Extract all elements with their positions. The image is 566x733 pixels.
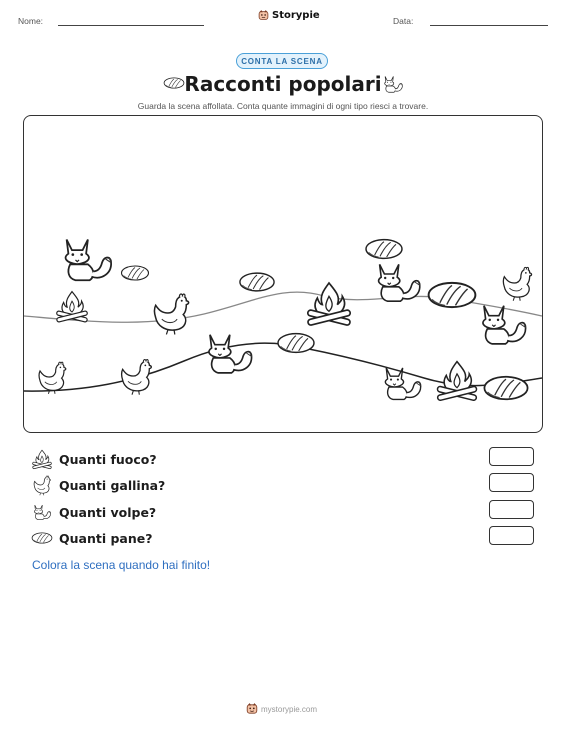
campfire-icon xyxy=(31,448,53,470)
color-instruction: Colora la scena quando hai finito! xyxy=(32,558,211,572)
bread-icon xyxy=(240,273,274,291)
question-row-fire xyxy=(31,448,157,470)
question-label: Quanti pane? xyxy=(59,530,153,546)
activity-badge: CONTA LA SCENA xyxy=(236,53,328,69)
hen-icon xyxy=(31,474,53,496)
fox-icon xyxy=(209,335,252,373)
answer-box-fire[interactable] xyxy=(489,447,534,466)
campfire-icon xyxy=(307,283,351,326)
fox-icon xyxy=(379,264,420,301)
hen-icon xyxy=(155,294,189,334)
question-label: Quanti fuoco? xyxy=(59,451,157,467)
fox-icon xyxy=(66,240,112,281)
bread-icon xyxy=(366,240,402,259)
brand-name: Storypie xyxy=(272,10,320,21)
answer-box-fox[interactable] xyxy=(489,500,534,519)
instructions: Guarda la scena affollata. Conta quante immagini di ogni tipo riesci a trovare. xyxy=(137,101,429,111)
question-row-hen xyxy=(31,474,165,496)
date-field[interactable] xyxy=(430,25,548,26)
fox-icon xyxy=(381,73,405,95)
storypie-logo-icon xyxy=(258,10,269,21)
question-label: Quanti gallina? xyxy=(59,477,166,493)
bread-icon xyxy=(122,266,149,280)
footer-url[interactable]: mystorypie.com xyxy=(261,704,318,714)
campfire-icon xyxy=(56,292,87,323)
storypie-logo-icon xyxy=(246,703,258,715)
brand xyxy=(258,10,320,21)
hen-icon xyxy=(503,267,531,300)
hen-icon xyxy=(122,360,152,395)
bread-icon xyxy=(31,527,53,549)
question-label: Quanti volpe? xyxy=(59,504,157,520)
bread-icon xyxy=(484,377,527,399)
scene-frame xyxy=(23,115,543,433)
page-title: Racconti popolari xyxy=(184,72,382,96)
bread-icon xyxy=(429,283,476,307)
hen-icon xyxy=(39,362,66,394)
name-field[interactable] xyxy=(58,25,204,26)
footer xyxy=(246,703,317,715)
question-row-bread xyxy=(31,527,152,549)
crowded-scene xyxy=(24,116,542,432)
answer-box-hen[interactable] xyxy=(489,473,534,492)
name-label: Nome: xyxy=(18,16,44,26)
bread-icon xyxy=(278,334,314,353)
date-label: Data: xyxy=(393,16,414,26)
campfire-icon xyxy=(437,362,477,401)
fox-icon xyxy=(31,501,53,523)
question-row-fox xyxy=(31,501,156,523)
answer-box-bread[interactable] xyxy=(489,526,534,545)
